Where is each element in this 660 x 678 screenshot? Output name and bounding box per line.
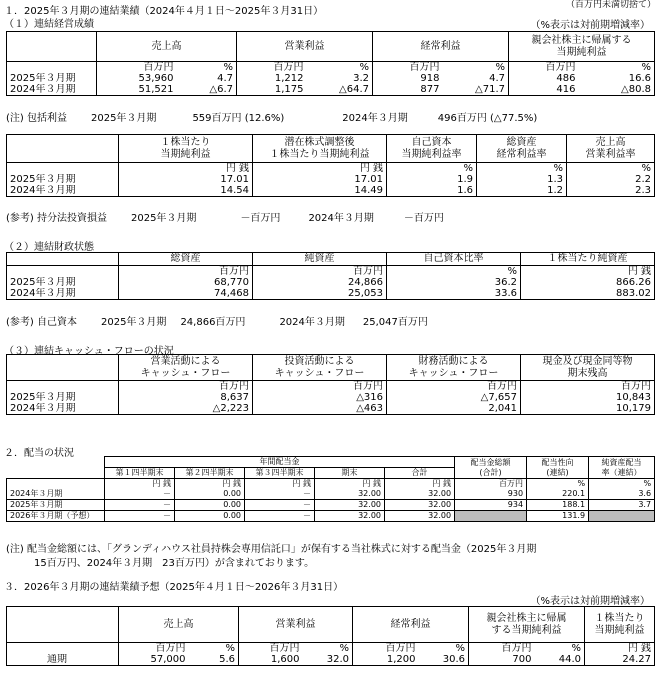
table-cell: 24.27 <box>585 654 655 666</box>
table-cell: % <box>589 479 655 490</box>
table-row <box>7 266 655 278</box>
text-fragment: 25,047百万円 <box>362 317 428 328</box>
table-cell: 円 銭 <box>245 479 315 490</box>
table-cell: △71.7 <box>443 84 509 96</box>
table-cell: 百万円 <box>253 266 387 278</box>
header-payout-ratio <box>527 457 589 479</box>
table-cell: 百万円 <box>509 62 579 74</box>
text-fragment: 当期純利益 <box>556 46 607 58</box>
text-fragment: 559百万円 (12.6%) <box>192 113 285 124</box>
table-row <box>7 174 655 185</box>
header-roe <box>387 135 477 163</box>
table-cell: 14.49 <box>253 185 387 197</box>
header-eps <box>119 135 253 163</box>
operating-results-table <box>6 31 655 96</box>
text-fragment: 2024年３月期 <box>308 213 374 224</box>
table-cell: 2025年３月期 <box>7 392 119 403</box>
table-row <box>7 84 655 96</box>
table-cell: 30.6 <box>419 654 469 666</box>
table-cell: 第１四半期末 <box>105 468 175 479</box>
table-cell <box>7 479 105 490</box>
header-ordinary-profit: 経常利益 <box>373 32 509 62</box>
table-cell: 百万円 <box>239 643 303 655</box>
dividend-note-line1: (注) 配当金総額には、「グランディハウス社員持株会専用信託口」が保有する当社株式に対する配当金（2025年３月期 <box>6 544 537 555</box>
table-row <box>7 500 655 511</box>
table-cell: 百万円 <box>97 62 177 74</box>
header-net-sales: 売上高 <box>97 32 237 62</box>
text-fragment: 親会社株主に帰属する <box>531 34 632 46</box>
table-cell: － <box>105 489 175 500</box>
text-fragment: １株当たり <box>160 136 211 148</box>
text-fragment: する当期純利益 <box>491 624 562 636</box>
table-cell: 866.26 <box>521 277 655 288</box>
table-cell: 円 銭 <box>119 163 253 175</box>
table-cell: 1.2 <box>477 185 567 197</box>
table-cell: % <box>307 62 373 74</box>
text-fragment: 売上高 <box>595 136 626 148</box>
header-bps: １株当たり純資産 <box>521 253 655 266</box>
table-row <box>7 135 655 163</box>
text-fragment: (合計) <box>479 467 502 477</box>
table-cell: △64.7 <box>307 84 373 96</box>
table-cell: 期末 <box>315 468 385 479</box>
table-cell: 32.00 <box>385 489 455 500</box>
table-row <box>7 489 655 500</box>
dividends-table <box>6 456 655 522</box>
table-row <box>7 643 655 655</box>
forecast-header-operating-profit: 営業利益 <box>239 607 353 643</box>
text-fragment: 現金及び現金同等物 <box>542 355 633 367</box>
table-cell: 百万円 <box>119 266 253 278</box>
header-investing-cf <box>253 355 387 381</box>
text-fragment: 財務活動による <box>418 355 489 367</box>
table-cell: 16.6 <box>579 73 655 84</box>
table-cell <box>7 253 119 266</box>
table-cell: % <box>579 62 655 74</box>
table-cell: % <box>189 643 239 655</box>
table-cell: 1,200 <box>353 654 419 666</box>
table-cell: % <box>387 266 521 278</box>
table-cell <box>7 135 119 163</box>
table-cell: 1.3 <box>477 174 567 185</box>
table-cell <box>7 355 119 381</box>
section-2-title: （２）連結財政状態 <box>4 242 94 253</box>
table-cell: △6.7 <box>177 84 237 96</box>
equity-method-note <box>6 209 444 224</box>
forecast-header-net-sales: 売上高 <box>119 607 239 643</box>
text-fragment: 総資産 <box>506 136 537 148</box>
table-cell: 2025年３月期 <box>7 277 119 288</box>
table-cell: 2024年３月期 <box>7 185 119 197</box>
forecast-pct-note: （%表示は対前期増減率） <box>530 596 650 607</box>
table-cell: 25,053 <box>253 288 387 300</box>
cash-flow-table <box>6 354 655 415</box>
table-cell: % <box>387 163 477 175</box>
table-cell: 5.6 <box>189 654 239 666</box>
table-cell: 百万円 <box>119 643 189 655</box>
table-cell: % <box>419 643 469 655</box>
header-annual-dividend: 年間配当金 <box>105 457 455 468</box>
table-cell: － <box>105 511 175 522</box>
dividend-note-line2: 15百万円、2024年３月期 23百万円）が含まれております。 <box>34 558 315 569</box>
forecast-header-ordinary-profit: 経常利益 <box>353 607 469 643</box>
text-fragment: 配当性向 <box>541 457 574 467</box>
text-fragment: 潜在株式調整後 <box>284 136 355 148</box>
table-cell: 1,212 <box>237 73 307 84</box>
header-diluted-eps <box>253 135 387 163</box>
header-doe <box>589 457 655 479</box>
text-fragment: １株当たり <box>594 612 645 624</box>
table-cell: 百万円 <box>119 381 253 393</box>
table-cell: 第３四半期末 <box>245 468 315 479</box>
table-cell <box>7 643 119 655</box>
table-row <box>7 355 655 381</box>
header-net-income <box>509 32 655 62</box>
table-cell: 百万円 <box>521 381 655 393</box>
text-fragment: 当期純利益 <box>594 624 645 636</box>
truncation-note: （百万円未満切捨て） <box>565 0 656 10</box>
text-fragment: 営業利益率 <box>585 148 636 160</box>
comprehensive-income-note <box>6 109 537 124</box>
table-row <box>7 277 655 288</box>
table-cell: 2026年３月期（予想） <box>7 511 105 522</box>
table-row <box>7 392 655 403</box>
header-operating-cf <box>119 355 253 381</box>
table-cell: 131.9 <box>527 511 589 522</box>
table-cell: 0.00 <box>175 489 245 500</box>
table-cell: 2025年３月期 <box>7 500 105 511</box>
table-row <box>7 381 655 393</box>
text-fragment: 期末残高 <box>567 367 608 379</box>
text-fragment: 率（連結） <box>601 467 642 477</box>
section-1-title: １．2025年３月期の連結業績（2024年４月１日～2025年３月31日） <box>4 6 324 17</box>
table-cell: % <box>535 643 585 655</box>
table-cell: % <box>527 479 589 490</box>
table-cell: 2024年３月期 <box>7 403 119 415</box>
table-cell: 3.7 <box>589 500 655 511</box>
forecast-table <box>6 606 655 666</box>
text-fragment: 純資産配当 <box>601 457 642 467</box>
table-cell: 合計 <box>385 468 455 479</box>
text-fragment: 2025年３月期 <box>100 317 167 328</box>
forecast-header-eps <box>585 607 655 643</box>
table-row <box>7 479 655 490</box>
header-net-assets: 純資産 <box>253 253 387 266</box>
table-cell: 14.54 <box>119 185 253 197</box>
per-share-table <box>6 134 655 197</box>
table-cell: 700 <box>469 654 535 666</box>
table-cell: 円 銭 <box>315 479 385 490</box>
table-cell: 220.1 <box>527 489 589 500</box>
table-cell: 51,521 <box>97 84 177 96</box>
table-cell: △463 <box>253 403 387 415</box>
table-cell: 1.9 <box>387 174 477 185</box>
table-cell <box>7 607 119 643</box>
table-cell: － <box>245 500 315 511</box>
table-cell: 3.2 <box>307 73 373 84</box>
table-row <box>7 163 655 175</box>
table-row <box>7 32 655 62</box>
text-fragment: 配当金総額 <box>470 457 511 467</box>
table-cell <box>7 163 119 175</box>
table-row <box>7 253 655 266</box>
table-cell: 74,468 <box>119 288 253 300</box>
text-fragment: (参考) 自己資本 <box>6 317 77 328</box>
table-row <box>7 457 655 468</box>
table-cell: 2024年３月期 <box>7 84 97 96</box>
table-row <box>7 288 655 300</box>
table-cell: 32.00 <box>385 511 455 522</box>
table-cell: 0.00 <box>175 500 245 511</box>
table-cell <box>7 381 119 393</box>
text-fragment: (連結) <box>546 467 569 477</box>
table-cell: － <box>245 511 315 522</box>
table-cell: 4.7 <box>177 73 237 84</box>
table-cell: 百万円 <box>469 643 535 655</box>
table-cell: 416 <box>509 84 579 96</box>
table-cell: 3.6 <box>589 489 655 500</box>
text-fragment: －百万円 <box>403 213 444 224</box>
table-cell: 百万円 <box>387 381 521 393</box>
financial-position-table <box>6 252 655 300</box>
table-cell: 2.3 <box>567 185 655 197</box>
header-op-margin <box>567 135 655 163</box>
section-forecast-title: ３．2026年３月期の連結業績予想（2025年４月１日～2026年３月31日） <box>4 582 344 593</box>
text-fragment: 496百万円 (△77.5%) <box>437 113 538 124</box>
header-cash-balance <box>521 355 655 381</box>
table-cell: 877 <box>373 84 443 96</box>
table-cell: % <box>477 163 567 175</box>
table-cell: 2025年３月期 <box>7 174 119 185</box>
table-cell: 2025年３月期 <box>7 73 97 84</box>
text-fragment: キャッシュ・フロー <box>140 367 231 379</box>
table-cell: 32.00 <box>385 500 455 511</box>
table-cell <box>7 468 105 479</box>
table-cell: 44.0 <box>535 654 585 666</box>
table-cell: 17.01 <box>119 174 253 185</box>
table-cell: 円 銭 <box>105 479 175 490</box>
forecast-header-net-income <box>469 607 585 643</box>
text-fragment: 2024年３月期 <box>279 317 345 328</box>
text-fragment: (注) 包括利益 <box>6 113 67 124</box>
table-cell: % <box>177 62 237 74</box>
text-fragment: キャッシュ・フロー <box>274 367 365 379</box>
header-total-assets: 総資産 <box>119 253 253 266</box>
table-cell <box>455 511 527 522</box>
table-cell: 36.2 <box>387 277 521 288</box>
text-fragment: 経常利益率 <box>496 148 547 160</box>
table-cell: 32.00 <box>315 489 385 500</box>
table-cell <box>7 457 105 468</box>
table-cell: 百万円 <box>353 643 419 655</box>
table-cell <box>7 62 97 74</box>
table-cell: 円 銭 <box>521 266 655 278</box>
table-cell <box>589 511 655 522</box>
section-3-title: （３）連結キャッシュ・フローの状況 <box>4 346 174 357</box>
table-cell: 53,960 <box>97 73 177 84</box>
text-fragment: 親会社株主に帰属 <box>486 612 567 624</box>
table-cell: 10,843 <box>521 392 655 403</box>
table-cell: 918 <box>373 73 443 84</box>
table-cell: % <box>443 62 509 74</box>
table-row <box>7 607 655 643</box>
header-total-dividend <box>455 457 527 479</box>
table-cell <box>7 266 119 278</box>
table-row <box>7 654 655 666</box>
table-cell: 2.2 <box>567 174 655 185</box>
table-cell: 第２四半期末 <box>175 468 245 479</box>
equity-capital-note <box>6 313 428 328</box>
text-fragment: 当期純利益 <box>160 148 211 160</box>
table-cell: 通期 <box>7 654 119 666</box>
text-fragment: 24,866百万円 <box>180 317 246 328</box>
table-cell: 円 銭 <box>585 643 655 655</box>
header-roa <box>477 135 567 163</box>
text-fragment: 投資活動による <box>284 355 355 367</box>
table-cell: 32.00 <box>315 511 385 522</box>
table-cell: 24,866 <box>253 277 387 288</box>
table-cell: 4.7 <box>443 73 509 84</box>
table-cell: △80.8 <box>579 84 655 96</box>
table-cell: 0.00 <box>175 511 245 522</box>
table-cell: % <box>303 643 353 655</box>
table-cell: 2024年３月期 <box>7 489 105 500</box>
header-equity-ratio: 自己資本比率 <box>387 253 521 266</box>
table-cell: 2,041 <box>387 403 521 415</box>
text-fragment: 当期純利益率 <box>401 148 462 160</box>
text-fragment: 2025年３月期 <box>130 213 197 224</box>
table-cell: 百万円 <box>237 62 307 74</box>
table-cell: － <box>105 500 175 511</box>
text-fragment: －百万円 <box>240 213 281 224</box>
text-fragment: １株当たり当期純利益 <box>269 148 370 160</box>
table-cell: 33.6 <box>387 288 521 300</box>
table-cell: 2024年３月期 <box>7 288 119 300</box>
text-fragment: キャッシュ・フロー <box>408 367 499 379</box>
table-cell: 百万円 <box>253 381 387 393</box>
table-cell: 10,179 <box>521 403 655 415</box>
table-cell: 57,000 <box>119 654 189 666</box>
table-cell: △2,223 <box>119 403 253 415</box>
text-fragment: (参考) 持分法投資損益 <box>6 213 107 224</box>
table-cell: 円 銭 <box>253 163 387 175</box>
text-fragment: 営業活動による <box>150 355 221 367</box>
table-cell: % <box>567 163 655 175</box>
table-cell: 百万円 <box>373 62 443 74</box>
section-1-subtitle: （１）連結経営成績 <box>4 19 94 30</box>
text-fragment: 自己資本 <box>411 136 452 148</box>
section-dividends-title: ２．配当の状況 <box>4 448 74 459</box>
table-row <box>7 511 655 522</box>
table-cell: 1,600 <box>239 654 303 666</box>
header-operating-profit: 営業利益 <box>237 32 373 62</box>
table-cell: △316 <box>253 392 387 403</box>
table-row <box>7 73 655 84</box>
table-cell: 934 <box>455 500 527 511</box>
table-cell: 486 <box>509 73 579 84</box>
table-cell: 188.1 <box>527 500 589 511</box>
table-cell: 1.6 <box>387 185 477 197</box>
table-row <box>7 62 655 74</box>
table-cell <box>7 32 97 62</box>
table-cell: 68,770 <box>119 277 253 288</box>
table-cell: △7,657 <box>387 392 521 403</box>
table-cell: 17.01 <box>253 174 387 185</box>
table-cell: 8,637 <box>119 392 253 403</box>
table-cell: 1,175 <box>237 84 307 96</box>
table-cell: 32.0 <box>303 654 353 666</box>
table-row <box>7 185 655 197</box>
table-cell: 32.00 <box>315 500 385 511</box>
table-cell: 883.02 <box>521 288 655 300</box>
header-financing-cf <box>387 355 521 381</box>
pct-note: （%表示は対前期増減率） <box>530 20 650 31</box>
text-fragment: 2025年３月期 <box>90 113 157 124</box>
table-cell: 円 銭 <box>385 479 455 490</box>
table-cell: － <box>245 489 315 500</box>
table-cell: 百万円 <box>455 479 527 490</box>
table-cell: 930 <box>455 489 527 500</box>
table-cell: 円 銭 <box>175 479 245 490</box>
table-row <box>7 403 655 415</box>
text-fragment: 2024年３月期 <box>342 113 408 124</box>
